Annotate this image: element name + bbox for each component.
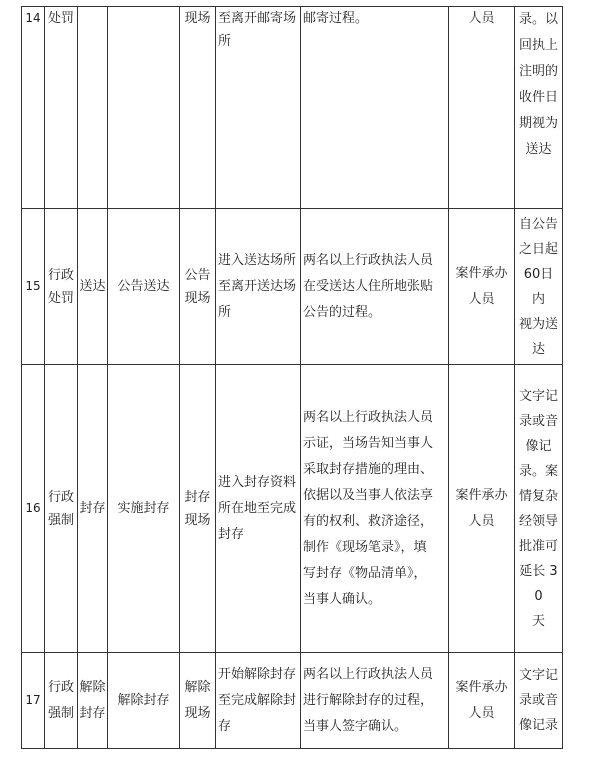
requirement-cell: 文字记 录或音 像记录 — [515, 653, 563, 749]
category-cell: 行政 强制 — [45, 365, 78, 653]
requirement-cell: 文字记 录或音 像记 录。案 情复杂 经领导 批准可 延长 30 天 — [515, 365, 563, 653]
procedure-cell: 两名以上行政执法人员 进行解除封存的过程， 当事人签字确认。 — [301, 653, 449, 749]
time-range-cell: 进入封存资料 所在地至完成 封存 — [216, 365, 301, 653]
category-cell: 行政 强制 — [45, 653, 78, 749]
table-row — [22, 209, 563, 365]
type-cell: 送达 — [78, 209, 108, 365]
personnel-cell: 案件承办 人员 — [449, 365, 515, 653]
procedure-cell: 两名以上行政执法人员 在受送达人住所地张贴 公告的过程。 — [301, 209, 449, 365]
table-row — [22, 365, 563, 653]
type-cell — [78, 7, 108, 209]
type-cell: 解除 封存 — [78, 653, 108, 749]
row-number: 15 — [22, 209, 45, 365]
venue-cell: 公告 现场 — [180, 209, 216, 365]
personnel-cell: 案件承办 人员 — [449, 209, 515, 365]
procedure-cell: 邮寄过程。 — [301, 7, 449, 209]
personnel-cell: 人员 — [449, 7, 515, 209]
venue-cell: 解除 现场 — [180, 653, 216, 749]
time-range-cell: 开始解除封存 至完成解除封 存 — [216, 653, 301, 749]
venue-cell: 封存 现场 — [180, 365, 216, 653]
subtype-cell: 解除封存 — [108, 653, 180, 749]
time-range-cell: 进入送达场所 至离开送达场 所 — [216, 209, 301, 365]
procedure-table — [21, 6, 563, 749]
requirement-cell: 录。以 回执上 注明的 收件日 期视为 送达 — [515, 7, 563, 209]
subtype-cell: 实施封存 — [108, 365, 180, 653]
row-number: 16 — [22, 365, 45, 653]
procedure-cell: 两名以上行政执法人员 示证，当场告知当事人 采取封存措施的理由、 依据以及当事人依法享 有的权利、救济途径， 制作《现场笔录》，填 写封存《物品清单》， 当事人确认。 — [301, 365, 449, 653]
subtype-cell: 公告送达 — [108, 209, 180, 365]
category-cell: 行政 处罚 — [45, 209, 78, 365]
table-row — [22, 7, 563, 209]
row-number: 17 — [22, 653, 45, 749]
table-row — [22, 653, 563, 749]
requirement-cell: 自公告 之日起 60日内 视为送 达 — [515, 209, 563, 365]
category-cell: 处罚 — [45, 7, 78, 209]
time-range-cell: 至离开邮寄场 所 — [216, 7, 301, 209]
row-number: 14 — [22, 7, 45, 209]
subtype-cell — [108, 7, 180, 209]
venue-cell: 现场 — [180, 7, 216, 209]
type-cell: 封存 — [78, 365, 108, 653]
personnel-cell: 案件承办 人员 — [449, 653, 515, 749]
